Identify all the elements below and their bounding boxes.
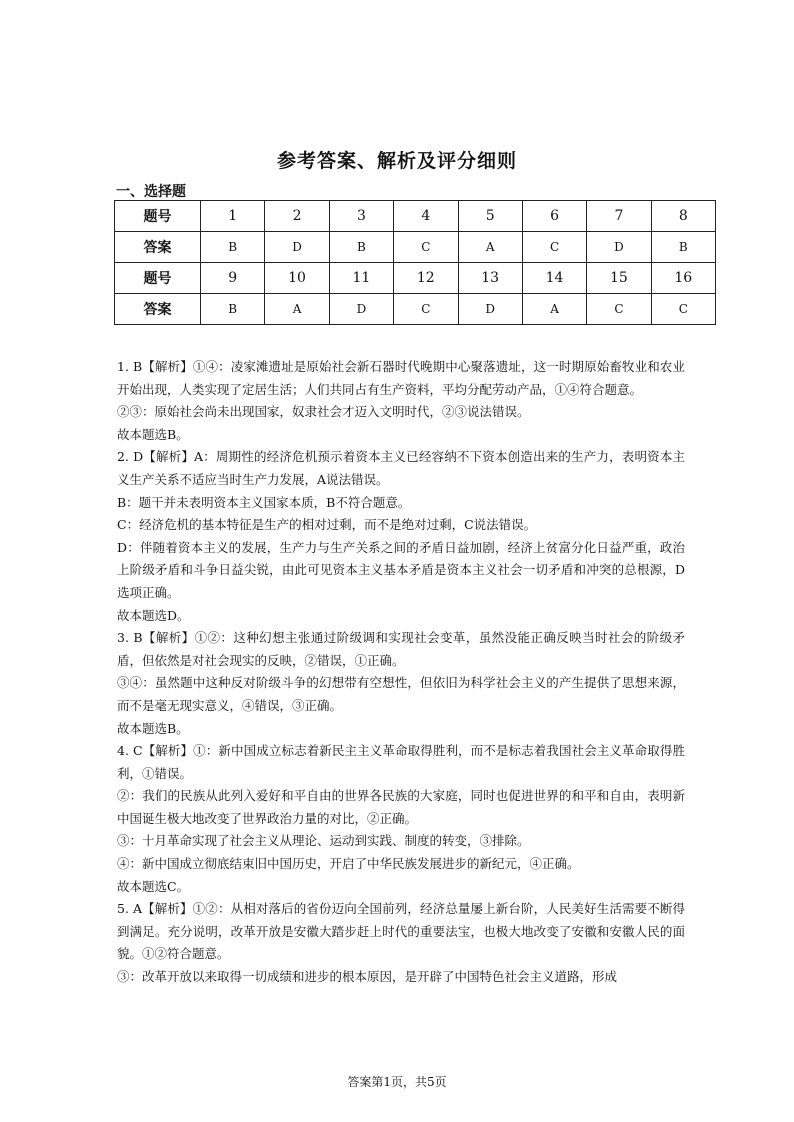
paragraph: 3. B【解析】①②：这种幻想主张通过阶级调和实现社会变革，虽然没能正确反映当时社会的阶级矛盾，但依然是对社会现实的反映，②错误，①正确。 <box>117 630 685 668</box>
question-number: 1 <box>201 201 265 232</box>
page-title: 参考答案、解析及评分细则 <box>276 150 517 172</box>
answer-label: 答案 <box>115 232 201 263</box>
paragraph: ③④：虽然题中这种反对阶级斗争的幻想带有空想性，但依旧为科学社会主义的产生提供了思想来源，而不是毫无现实意义，④错误，③正确。 <box>117 675 685 713</box>
answer-cell: B <box>651 232 715 263</box>
answer-cell: C <box>587 294 651 325</box>
paragraph: 故本题选C。 <box>117 878 190 894</box>
answer-cell: D <box>458 294 522 325</box>
answer-cell: B <box>201 294 265 325</box>
explanation-body <box>117 356 685 989</box>
question-number: 12 <box>394 263 458 294</box>
question-number: 8 <box>651 201 715 232</box>
table-row <box>115 201 716 232</box>
paragraph: 故本题选B。 <box>117 720 189 736</box>
answer-cell: A <box>522 294 586 325</box>
paragraph: D：伴随着资本主义的发展，生产力与生产关系之间的矛盾日益加剧，经济上贫富分化日益严重，政治上阶级矛盾和斗争日益尖锐，由此可见资本主义基本矛盾是资本主义社会一切矛盾和冲突的总根源，D选项正确。 <box>117 539 685 600</box>
paragraph: ②③：原始社会尚未出现国家，奴隶社会才迈入文明时代，②③说法错误。 <box>117 404 530 420</box>
paragraph: 5. A【解析】①②：从相对落后的省份迈向全国前列，经济总量屡上新台阶，人民美好生活需要不断得到满足。充分说明，改革开放是安徽大踏步赶上时代的重要法宝，也极大地改变了安徽和安徽人民的面貌。①②符合题意。 <box>117 901 685 962</box>
table-row <box>115 294 716 325</box>
page-footer: 答案第1页，共5页 <box>347 1075 447 1089</box>
question-number: 6 <box>522 201 586 232</box>
paragraph: 2. D【解析】A：周期性的经济危机预示着资本主义已经容纳不下资本创造出来的生产力，表明资本主义生产关系不适应当时生产力发展，A说法错误。 <box>117 449 685 487</box>
answer-cell: B <box>329 232 393 263</box>
answer-table <box>114 200 716 325</box>
question-number: 16 <box>651 263 715 294</box>
question-number: 15 <box>587 263 651 294</box>
question-number: 7 <box>587 201 651 232</box>
answer-cell: A <box>458 232 522 263</box>
answer-cell: D <box>265 232 329 263</box>
question-number: 4 <box>394 201 458 232</box>
answer-cell: C <box>522 232 586 263</box>
table-row <box>115 232 716 263</box>
question-number: 9 <box>201 263 265 294</box>
question-label: 题号 <box>115 201 201 232</box>
section-heading: 一、选择题 <box>116 184 186 200</box>
paragraph: C：经济危机的基本特征是生产的相对过剩，而不是绝对过剩，C说法错误。 <box>117 517 537 533</box>
answer-cell: C <box>394 294 458 325</box>
paragraph: B：题干并未表明资本主义国家本质，B不符合题意。 <box>117 494 411 510</box>
question-number: 14 <box>522 263 586 294</box>
question-label: 题号 <box>115 263 201 294</box>
answer-cell: C <box>651 294 715 325</box>
question-number: 5 <box>458 201 522 232</box>
paragraph: 故本题选B。 <box>117 426 189 442</box>
question-number: 3 <box>329 201 393 232</box>
answer-cell: D <box>329 294 393 325</box>
question-number: 10 <box>265 263 329 294</box>
paragraph: ③：十月革命实现了社会主义从理论、运动到实践、制度的转变，③排除。 <box>117 833 530 849</box>
question-number: 2 <box>265 201 329 232</box>
paragraph: ④：新中国成立彻底结束旧中国历史，开启了中华民族发展进步的新纪元，④正确。 <box>117 856 580 872</box>
paragraph: 4. C【解析】①：新中国成立标志着新民主主义革命取得胜利，而不是标志着我国社会主义革命取得胜利，①错误。 <box>117 743 685 781</box>
paragraph: ③：改革开放以来取得一切成绩和进步的根本原因，是开辟了中国特色社会主义道路，形成 <box>117 969 618 985</box>
answer-cell: B <box>201 232 265 263</box>
question-number: 13 <box>458 263 522 294</box>
answer-cell: A <box>265 294 329 325</box>
paragraph: 故本题选D。 <box>117 607 190 623</box>
paragraph: ②：我们的民族从此列入爱好和平自由的世界各民族的大家庭，同时也促进世界的和平和自由，表明新中国诞生极大地改变了世界政治力量的对比，②正确。 <box>117 788 685 826</box>
table-row <box>115 263 716 294</box>
answer-label: 答案 <box>115 294 201 325</box>
paragraph: 1. B【解析】①④：凌家滩遗址是原始社会新石器时代晚期中心聚落遗址，这一时期原始畜牧业和农业开始出现，人类实现了定居生活；人们共同占有生产资料，平均分配劳动产品，①④符合题意。 <box>117 359 685 397</box>
answer-cell: D <box>587 232 651 263</box>
answer-cell: C <box>394 232 458 263</box>
question-number: 11 <box>329 263 393 294</box>
